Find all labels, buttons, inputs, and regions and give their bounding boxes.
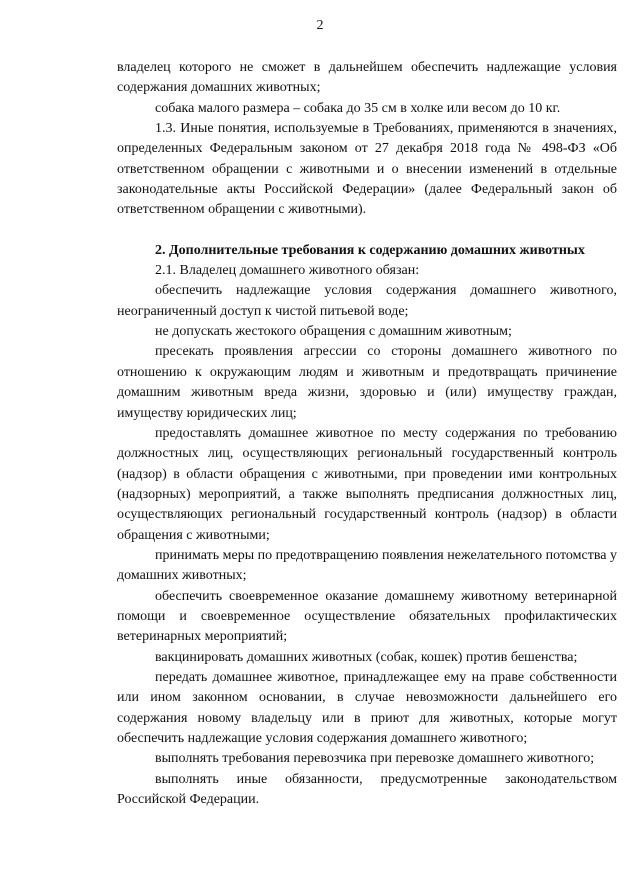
duty-item: обеспечить надлежащие условия содержания домашнего животного, неограниченный доступ к чистой питьевой воде; bbox=[117, 283, 617, 319]
section-2-heading: 2. Дополнительные требования к содержанию домашних животных bbox=[155, 242, 585, 258]
duty-item: принимать меры по предотвращению появления нежелательного потомства у домашних животных; bbox=[117, 547, 617, 584]
paragraph-1-3: 1.3. Иные понятия, используемые в Требованиях, применяются в значениях, определенных Федеральным законом от 27 декабря 2018 года № 498-ФЗ «Об ответственном обращении с животными и о внесении изменений в отдельные законодательные акты Российской Федерации» (далее Федеральный закон об ответственном обращении с животными). bbox=[117, 121, 617, 218]
duty-item: обеспечить своевременное оказание домашнему животному ветеринарной помощи и своевременное осуществление обязательных профилактических ветеринарных мероприятий; bbox=[117, 588, 617, 645]
duty-item: предоставлять домашнее животное по месту содержания по требованию должностных лиц, осуществляющих региональный государственный контроль (надзор) в области обращения с животными, при проведении ими контрольных (надзорных) мероприятий, а также выполнять предписания должностных лиц, осуществляющих региональный государственный контроль (надзор) в области обращения с животными; bbox=[117, 425, 617, 543]
paragraph-definition-small-dog: собака малого размера – собака до 35 см в холке или весом до 10 кг. bbox=[155, 100, 561, 116]
duty-item: выполнять иные обязанности, предусмотренные законодательством Российской Федерации. bbox=[117, 771, 617, 808]
paragraph-2-1-lead: 2.1. Владелец домашнего животного обязан: bbox=[155, 263, 420, 279]
document-body bbox=[117, 58, 617, 810]
duty-item: вакцинировать домашних животных (собак, кошек) против бешенства; bbox=[155, 649, 578, 665]
duty-item: передать домашнее животное, принадлежащее ему на праве собственности или ином законном основании, в случае невозможности дальнейшего его содержания новому владельцу или в приют для животных, которые могут обеспечить надлежащие условия содержания домашнего животного; bbox=[117, 669, 617, 746]
section-gap bbox=[117, 221, 617, 241]
duty-item: выполнять требования перевозчика при перевозке домашнего животного; bbox=[155, 751, 595, 767]
duty-item: пресекать проявления агрессии со стороны домашнего животного по отношению к окружающим людям и животным и предотвращать причинение домашним животным вреда жизни, здоровью и (или) имуществу граждан, имуществу юридических лиц; bbox=[117, 344, 617, 421]
paragraph-continuation: владелец которого не сможет в дальнейшем обеспечить надлежащие условия содержания домашних животных; bbox=[117, 60, 617, 96]
duty-item: не допускать жестокого обращения с домашним животным; bbox=[155, 324, 512, 340]
page-number: 2 bbox=[316, 18, 324, 33]
